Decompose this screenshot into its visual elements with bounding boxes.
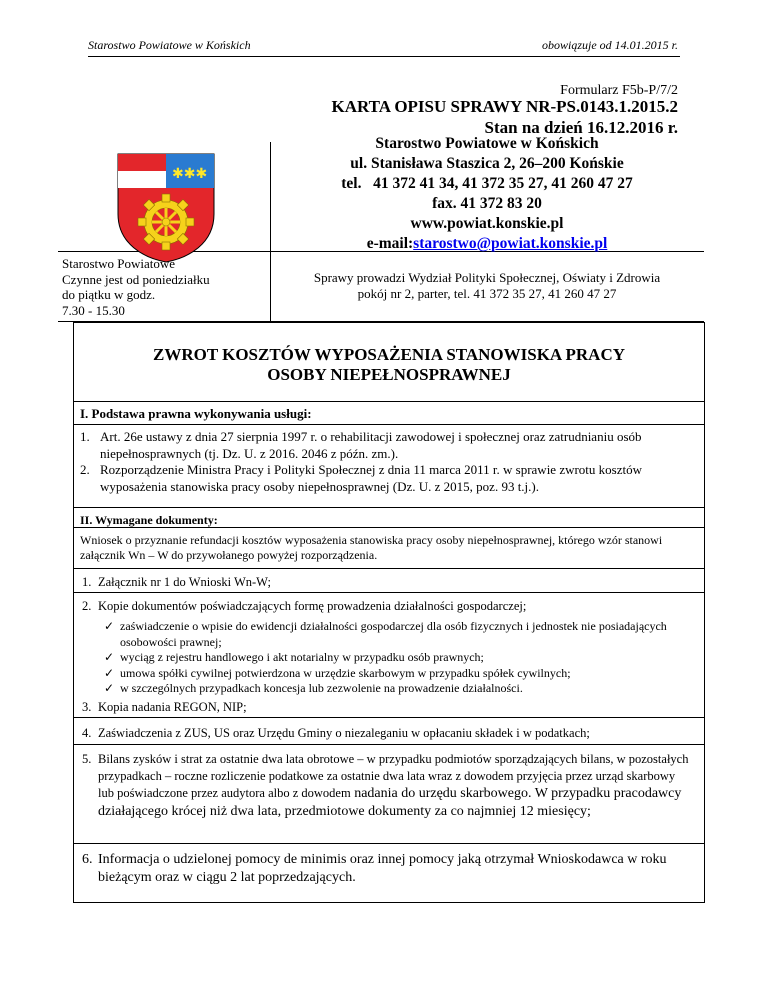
email-label: e-mail: — [366, 235, 414, 252]
item-text-part: nadania do urzędu skarbowego. W przypadku pracodawcy działającego krócej niż dwa lata, przedmiotowe dokumenty za co najmniej 12 miesięcy; — [98, 786, 682, 819]
item-text: Załącznik nr 1 do Wnioski Wn-W; — [98, 575, 271, 589]
item-text-part: Bilans zysków i strat za ostatnie dwa lata obrotowe – w przypadku podmiotów sporządzających bilans, w pozostałych przypadkach – roczne rozliczenie podatkowe za ostatnie dwa lata wraz z dowodem przyjęcia przez urząd skarbowy lub poświadczone przez audytora albo z dowodem — [98, 752, 689, 800]
page-header — [88, 38, 680, 57]
hours-line: do piątku w godz. — [62, 287, 156, 302]
opening-hours — [62, 256, 210, 318]
check-item — [104, 666, 694, 682]
section-1-heading: I. Podstawa prawna wykonywania usługi: — [80, 406, 312, 421]
check-icon: ✓ — [104, 681, 115, 695]
item-text: Kopie dokumentów poświadczających formę prowadzenia działalności gospodarczej; — [98, 599, 527, 613]
office-fax: fax. 41 372 83 20 — [432, 195, 542, 212]
item-number: 3. — [82, 700, 92, 714]
list-item — [80, 462, 696, 495]
item-text — [98, 751, 694, 821]
hours-line: Czynne jest od poniedziałku — [62, 271, 210, 287]
check-text: w szczególnych przypadkach koncesja lub zezwolenie na prowadzenie działalności. — [120, 681, 523, 695]
check-icon: ✓ — [104, 665, 115, 680]
main-content — [73, 322, 705, 903]
required-documents-checklist — [104, 619, 694, 697]
office-website: www.powiat.konskie.pl — [410, 215, 564, 232]
office-name: Starostwo Powiatowe w Końskich — [375, 135, 599, 152]
item-text: Zaświadczenia z ZUS, US oraz Urzędu Gminy o niezaleganiu w opłacaniu składek i w podatkach; — [98, 726, 590, 740]
item-number: 1. — [82, 575, 92, 589]
handled-by-line: Sprawy prowadzi Wydział Polityki Społecznej, Oświaty i Zdrowia — [313, 270, 661, 285]
item-number: 2. — [82, 599, 92, 613]
card-title: KARTA OPISU SPRAWY NR-PS.0143.1.2015.2 — [331, 97, 678, 116]
main-title-line: OSOBY NIEPEŁNOSPRAWNEJ — [267, 365, 511, 384]
item-number: 6. — [82, 852, 93, 867]
coat-of-arms-icon — [116, 152, 216, 264]
header-office: Starostwo Powiatowe w Końskich — [88, 38, 251, 52]
item-number: 4. — [82, 726, 92, 740]
check-item — [104, 619, 694, 650]
main-title — [74, 345, 704, 385]
office-address — [270, 134, 704, 254]
item-text: Informacja o udzielonej pomocy de minimis oraz innej pomocy jaką otrzymał Wnioskodawca w roku bieżącym oraz w ciągu 2 lat poprzedzających. — [98, 852, 667, 885]
handled-by-line: pokój nr 2, parter, tel. 41 372 35 27, 41 260 47 27 — [357, 286, 617, 301]
form-number: Formularz F5b-P/7/2 — [560, 83, 678, 98]
check-text: zaświadczenie o wpisie do ewidencji działalności gospodarczej dla osób fizycznych i jednostek nie posiadających osobowości prawnej; — [120, 619, 667, 649]
item-number: 2. — [80, 462, 90, 477]
check-text: umowa spółki cywilnej potwierdzona w urzędzie skarbowym w przypadku spółek cywilnych; — [120, 665, 571, 680]
check-icon: ✓ — [104, 619, 115, 633]
svg-text:✱✱✱: ✱✱✱ — [172, 166, 208, 182]
section-2-heading: II. Wymagane dokumenty: — [80, 513, 218, 527]
main-title-line: ZWROT KOSZTÓW WYPOSAŻENIA STANOWISKA PRACY — [152, 345, 625, 364]
info-box — [58, 128, 704, 322]
section-2-intro: Wniosek o przyznanie refundacji kosztów wyposażenia stanowiska pracy osoby niepełnosprawnej, którego wzór stanowi załącznik Wn – W do przywołanego powyżej rozporządzenia. — [80, 533, 663, 562]
handled-by — [270, 270, 704, 302]
status-date: Stan na dzień 16.12.2016 r. — [484, 118, 678, 137]
check-text: wyciąg z rejestru handlowego i akt notarialny w przypadku osób prawnych; — [120, 650, 484, 664]
check-item — [104, 650, 694, 666]
office-phones: tel. 41 372 41 34, 41 372 35 27, 41 260 47 27 — [341, 175, 633, 192]
hours-line: 7.30 - 15.30 — [62, 302, 125, 318]
check-item — [104, 681, 694, 697]
item-text: Rozporządzenie Ministra Pracy i Polityki Społecznej z dnia 11 marca 2011 r. w sprawie zwrotu kosztów wyposażenia stanowiska pracy osoby niepełnosprawnej (Dz. U. z 2015, poz. 93 t.j.). — [100, 462, 643, 494]
item-text: Art. 26e ustawy z dnia 27 sierpnia 1997 r. o rehabilitacji zawodowej i społecznej oraz zatrudnianiu osób niepełnosprawnych (tj. Dz. U. z 2016. 2046 z późn. zm.). — [100, 429, 642, 461]
header-valid-from: obowiązuje od 14.01.2015 r. — [541, 38, 678, 52]
item-number: 5. — [82, 752, 92, 766]
item-text: Kopia nadania REGON, NIP; — [98, 700, 247, 714]
office-street: ul. Stanisława Staszica 2, 26–200 Końskie — [350, 155, 624, 172]
hours-line: Starostwo Powiatowe — [62, 256, 176, 271]
check-icon: ✓ — [104, 650, 115, 664]
item-number: 1. — [80, 429, 90, 444]
list-item — [80, 429, 696, 462]
email-link[interactable]: starostwo@powiat.konskie.pl — [413, 235, 608, 252]
section-1-list — [80, 429, 696, 495]
